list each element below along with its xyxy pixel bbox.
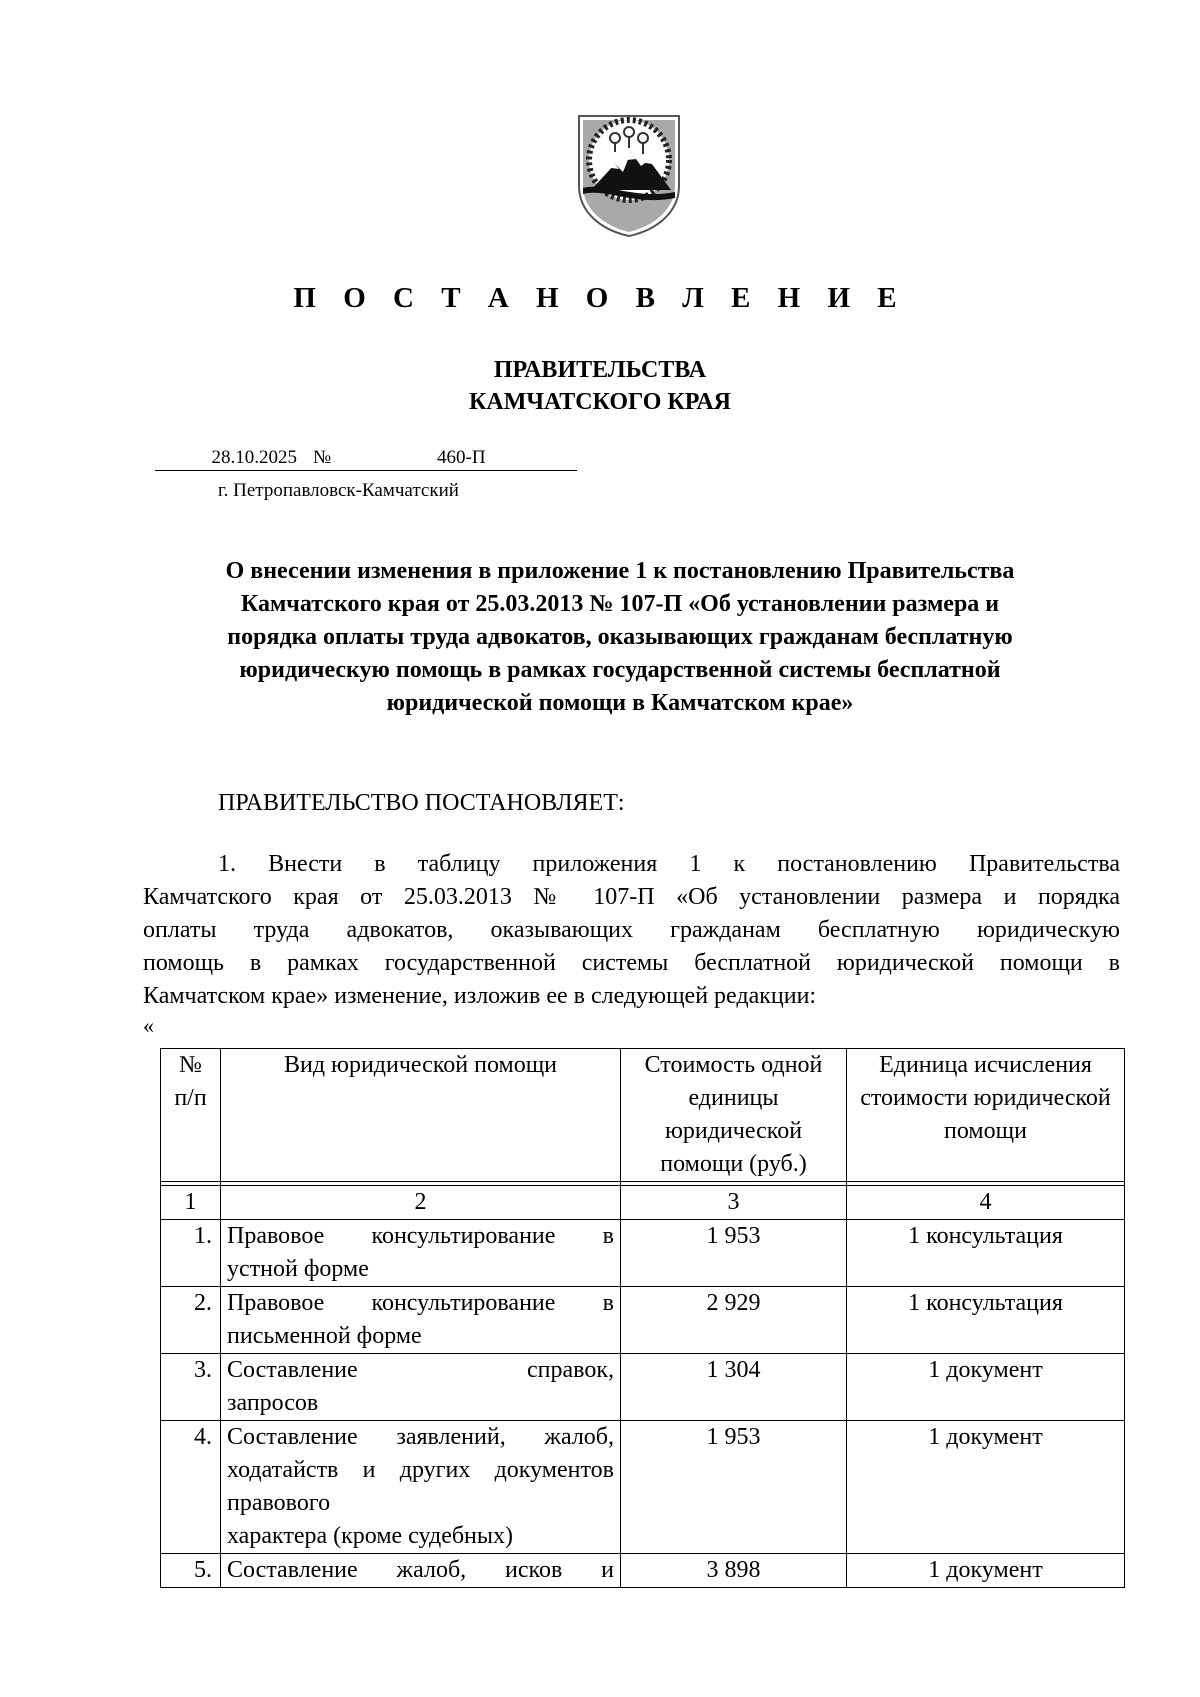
row-number: 1. [161,1220,221,1287]
table-row [161,1287,1125,1354]
service-unit: 1 документ [847,1354,1125,1421]
service-name [221,1220,621,1287]
authority-line-1: ПРАВИТЕЛЬСТВА [493,357,707,383]
service-name [221,1554,621,1588]
service-name-text: Составление справок, [227,1357,614,1383]
service-name-tail: письменной форме [227,1323,422,1349]
column-number: 2 [221,1186,621,1220]
paragraph-line: оплаты труда адвокатов, оказывающих гражданам бесплатную юридическую [143,917,1120,943]
service-name-tail: характера (кроме судебных) [227,1523,514,1549]
paragraph-line: Камчатского края от 25.03.2013 № 107-П «Об установлении размера и порядка [143,884,1120,910]
service-name [221,1287,621,1354]
paragraph-line: 1. Внести в таблицу приложения 1 к постановлению Правительства [218,851,1120,877]
paragraph-line: помощь в рамках государственной системы бесплатной юридической помощи в [143,950,1120,976]
document-title [150,555,1090,720]
document-date: 28.10.2025 [155,447,311,471]
column-number: 3 [621,1186,847,1220]
service-price: 1 953 [621,1421,847,1554]
service-unit: 1 консультация [847,1287,1125,1354]
column-number: 1 [161,1186,221,1220]
service-unit: 1 консультация [847,1220,1125,1287]
city-label: г. Петропавловск-Камчатский [218,480,459,501]
tariffs-table [160,1048,1125,1588]
document-number: 460-П [349,447,577,471]
service-price: 1 953 [621,1220,847,1287]
number-sign: № [311,447,349,471]
issuing-authority [0,354,1200,418]
row-number: 3. [161,1354,221,1421]
table-row [161,1220,1125,1287]
column-header: Стоимость одной единицы юридической помощи (руб.) [621,1049,847,1182]
table-row [161,1354,1125,1421]
service-name-tail: запросов [227,1390,319,1416]
column-number: 4 [847,1186,1125,1220]
service-price: 3 898 [621,1554,847,1588]
column-header: Единица исчисления стоимости юридической помощи [847,1049,1125,1182]
column-header: Вид юридической помощи [221,1049,621,1182]
service-name [221,1421,621,1554]
title-line: порядка оплаты труда адвокатов, оказывающих гражданам бесплатную [227,624,1013,650]
paragraph-1 [143,848,1120,1013]
row-number: 5. [161,1554,221,1588]
service-name-tail: устной форме [227,1256,369,1282]
title-line: юридической помощи в Камчатском крае» [386,690,854,716]
coat-of-arms-emblem [575,108,683,238]
service-name-text: Составление заявлений, жалоб, ходатайств и других документов правового [227,1424,614,1516]
service-price: 1 304 [621,1354,847,1421]
resolves-heading: ПРАВИТЕЛЬСТВО ПОСТАНОВЛЯЕТ: [218,790,625,816]
service-name-text: Правовое консультирование в [227,1223,614,1249]
table-header-row [161,1049,1125,1182]
column-header: № п/п [161,1049,221,1182]
column-number-row [161,1186,1125,1220]
service-name-text: Правовое консультирование в [227,1290,614,1316]
service-price: 2 929 [621,1287,847,1354]
service-unit: 1 документ [847,1421,1125,1554]
paragraph-line: Камчатском крае» изменение, изложив ее в следующей редакции: [143,983,817,1009]
title-line: Камчатского края от 25.03.2013 № 107-П «Об установлении размера и [240,591,1000,617]
authority-line-2: КАМЧАТСКОГО КРАЯ [468,389,732,415]
service-unit: 1 документ [847,1554,1125,1588]
row-number: 4. [161,1421,221,1554]
table-row [161,1421,1125,1554]
service-name-text: Составление жалоб, исков и [227,1557,614,1583]
service-name [221,1354,621,1421]
table-row [161,1554,1125,1588]
row-number: 2. [161,1287,221,1354]
title-line: юридическую помощь в рамках государственной системы бесплатной [239,657,1001,683]
title-line: О внесении изменения в приложение 1 к постановлению Правительства [225,558,1015,584]
opening-quote: « [143,1013,154,1038]
document-type-heading: П О С Т А Н О В Л Е Н И Е [293,282,907,314]
